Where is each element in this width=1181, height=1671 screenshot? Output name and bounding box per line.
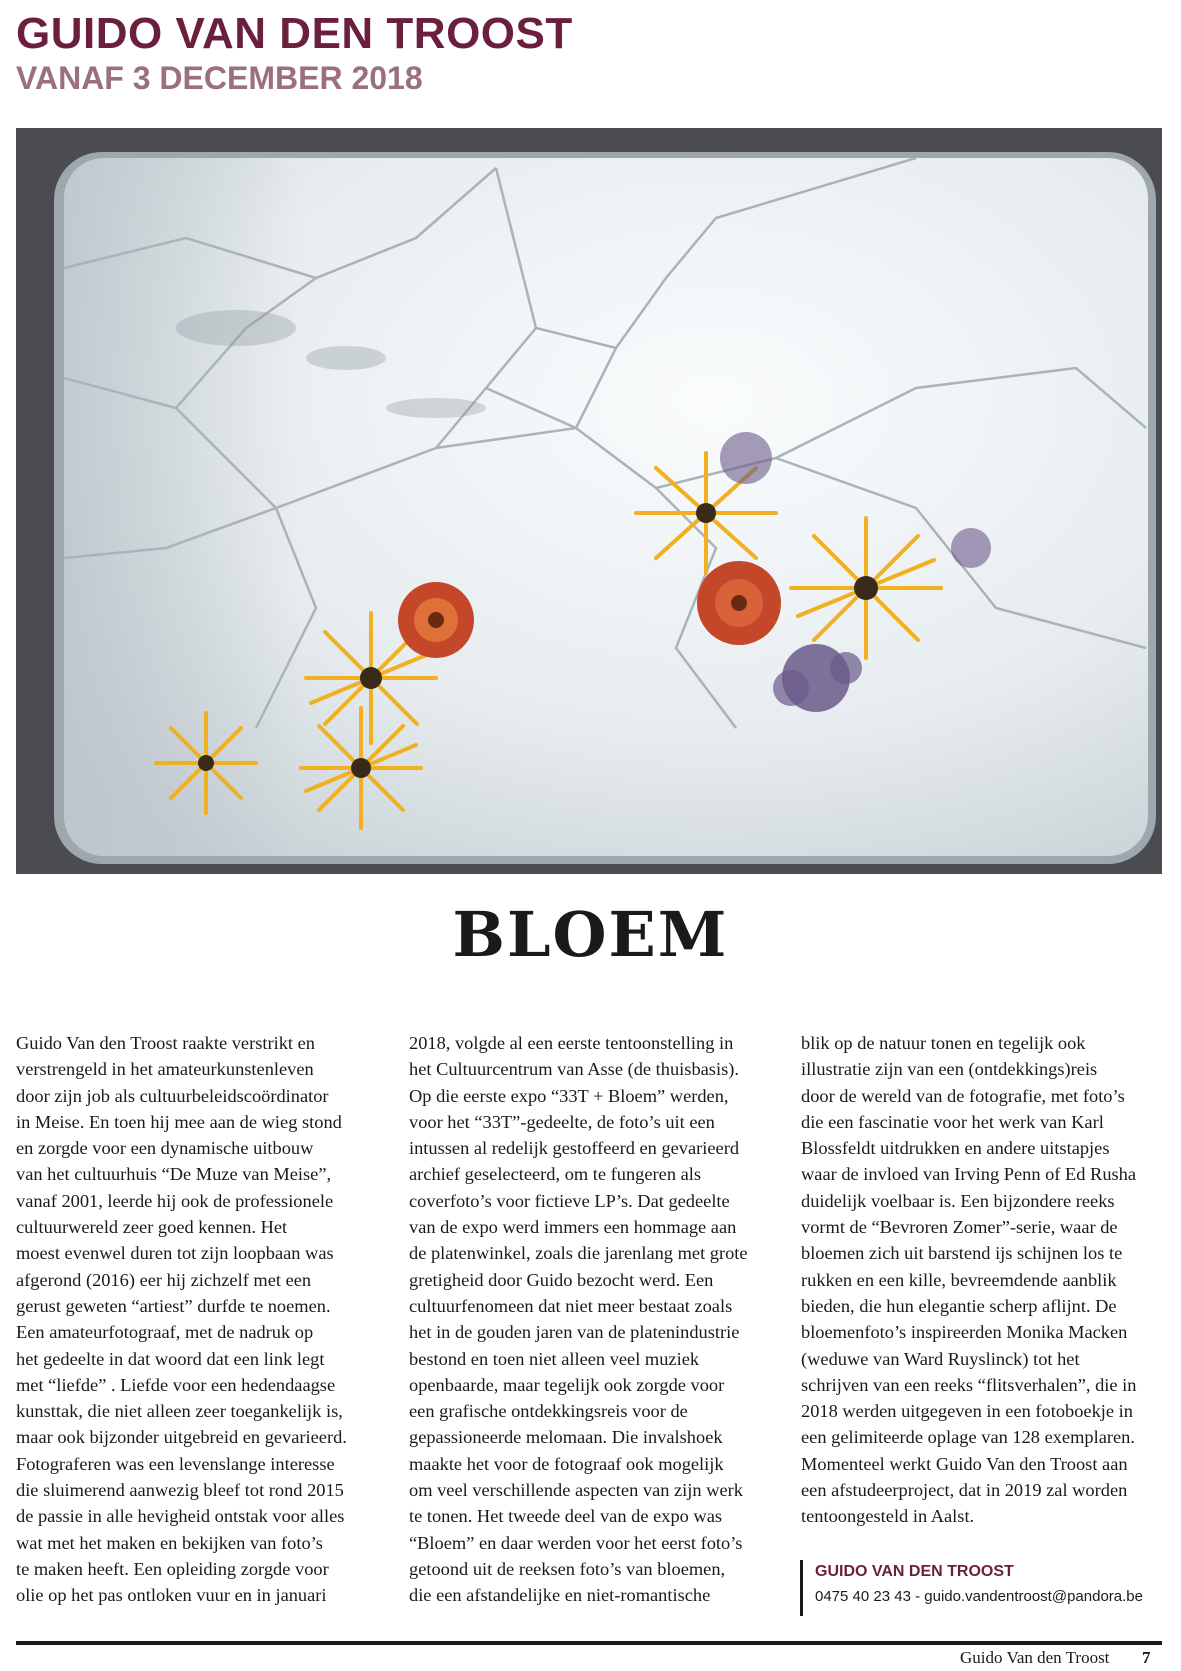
article-line: met “liefde” . Liefde voor een hedendaagse bbox=[16, 1374, 336, 1395]
article-line: wat met het maken en bekijken van foto’s bbox=[16, 1532, 323, 1553]
article-line: bloemen zich uit barstend ijs schijnen los te bbox=[801, 1243, 1123, 1264]
article-line: in Meise. En toen hij mee aan de wieg stond bbox=[16, 1111, 342, 1132]
article-column-2 bbox=[409, 1030, 763, 1609]
article-line: die een fascinatie voor het werk van Karl bbox=[801, 1111, 1104, 1132]
article-line: gepassioneerde melomaan. Die invalshoek bbox=[409, 1427, 723, 1448]
article-line: maakte het voor de fotograaf ook mogelijk bbox=[409, 1453, 724, 1474]
header-date: VANAF 3 DECEMBER 2018 bbox=[16, 60, 423, 96]
article-line: blik op de natuur tonen en tegelijk ook bbox=[801, 1033, 1086, 1053]
article-column-3 bbox=[801, 1030, 1155, 1530]
article-line: een grafische ontdekkingsreis voor de bbox=[409, 1401, 688, 1422]
article-line: Guido Van den Troost raakte verstrikt en bbox=[16, 1033, 315, 1053]
article-line: te maken heeft. Een opleiding zorgde voor bbox=[16, 1558, 329, 1579]
footer-divider bbox=[16, 1641, 1162, 1645]
article-line: afgerond (2016) eer hij zichzelf met een bbox=[16, 1269, 312, 1290]
article-title: BLOEM bbox=[452, 898, 729, 971]
article-line: kunsttak, die niet alleen zeer toegankelijk is, bbox=[16, 1401, 343, 1422]
article-line: gretigheid door Guido bezocht werd. Een bbox=[409, 1269, 714, 1290]
article-line: cultuurfenomeen dat niet meer bestaat zoals bbox=[409, 1295, 733, 1316]
article-line: de platenwinkel, zoals die jarenlang met grote bbox=[409, 1243, 748, 1264]
footer-author: Guido Van den Troost bbox=[960, 1648, 1110, 1667]
article-line: te tonen. Het tweede deel van de expo was bbox=[409, 1506, 723, 1527]
article-line: 2018, volgde al een eerste tentoonstelling in bbox=[409, 1033, 734, 1053]
article-line: openbaarde, maar tegelijk ook zorgde voor bbox=[409, 1374, 725, 1395]
article-line: van het cultuurhuis “De Muze van Meise”, bbox=[16, 1164, 332, 1185]
article-line: Fotograferen was een levenslange interesse bbox=[16, 1453, 335, 1474]
contact-block bbox=[800, 1560, 1143, 1616]
article-line: verstrengeld in het amateurkunstenleven bbox=[16, 1059, 314, 1080]
article-line: een gelimiteerde oplage van 128 exemplaren. bbox=[801, 1427, 1135, 1448]
article-line: coverfoto’s voor fictieve LP’s. Dat gedeelte bbox=[409, 1190, 730, 1211]
contact-info: 0475 40 23 43 - guido.vandentroost@pandora.be bbox=[815, 1588, 1143, 1605]
article-line: illustratie zijn van een (ontdekkings)reis bbox=[801, 1059, 1098, 1080]
article-line: gerust geweten “artiest” durfde te noemen. bbox=[16, 1295, 331, 1316]
article-line: het gedeelte in dat woord dat een link legt bbox=[16, 1348, 325, 1369]
article-line: bloemenfoto’s inspireerden Monika Macken bbox=[801, 1322, 1128, 1343]
page-number: 7 bbox=[1142, 1648, 1151, 1667]
article-line: voor het “33T”-gedeelte, de foto’s uit een bbox=[409, 1111, 715, 1132]
article-line: het Cultuurcentrum van Asse (de thuisbasis). bbox=[409, 1059, 739, 1080]
article-line: rukken en een kille, bevreemdende aanblik bbox=[801, 1269, 1117, 1290]
article-line: maar ook bijzonder uitgebreid en gevarieerd. bbox=[16, 1427, 347, 1448]
article-line: door de wereld van de fotografie, met foto’s bbox=[801, 1085, 1125, 1106]
article-line: het in de gouden jaren van de platenindustrie bbox=[409, 1322, 740, 1343]
article-line: olie op het pas ontloken vuur en in januari bbox=[16, 1585, 327, 1606]
article-line: schrijven van een reeks “flitsverhalen”, die in bbox=[801, 1374, 1137, 1395]
article-line: die een afstandelijke en niet-romantische bbox=[409, 1585, 711, 1606]
header-artist-name: GUIDO VAN DEN TROOST bbox=[16, 9, 573, 58]
article-line: een afstudeerproject, dat in 2019 zal worden bbox=[801, 1480, 1128, 1501]
article-line: moest evenwel duren tot zijn loopbaan was bbox=[16, 1243, 334, 1264]
article-line: tentoongesteld in Aalst. bbox=[801, 1506, 975, 1527]
article-line: waar de invloed van Irving Penn of Ed Rusha bbox=[801, 1164, 1137, 1185]
article-line: cultuurwereld zeer goed kennen. Het bbox=[16, 1217, 288, 1238]
article-line: Momenteel werkt Guido Van den Troost aan bbox=[801, 1453, 1128, 1474]
article-column-1 bbox=[16, 1030, 370, 1609]
article-line: van de expo werd immers een hommage aan bbox=[409, 1217, 737, 1238]
article-line: “Bloem” en daar werden voor het eerst foto’s bbox=[409, 1532, 743, 1553]
article-line: archief geselecteerd, om te fungeren als bbox=[409, 1164, 702, 1185]
article-line: bestond en toen niet alleen veel muziek bbox=[409, 1348, 700, 1369]
article-line: en zorgde voor een dynamische uitbouw bbox=[16, 1138, 314, 1159]
article-line: duidelijk voelbaar is. Een bijzondere reeks bbox=[801, 1190, 1115, 1211]
article-line: bieden, die hun elegantie scherp aflijnt. De bbox=[801, 1295, 1117, 1316]
article-line: Een amateurfotograaf, met de nadruk op bbox=[16, 1322, 314, 1343]
article-line: intussen al redelijk gestoffeerd en gevarieerd bbox=[409, 1138, 740, 1159]
article-line: om veel verschillende aspecten van zijn werk bbox=[409, 1480, 743, 1501]
article-line: 2018 werden uitgegeven in een fotoboekje in bbox=[801, 1401, 1133, 1422]
article-line: Blossfeldt uitdrukken en andere uitstapjes bbox=[801, 1138, 1110, 1159]
article-line: (weduwe van Ward Ruyslinck) tot het bbox=[801, 1348, 1080, 1369]
article-line: getoond uit de reeksen foto’s van bloemen, bbox=[409, 1558, 726, 1579]
article-line: Op die eerste expo “33T + Bloem” werden, bbox=[409, 1085, 729, 1106]
article-line: de passie in alle hevigheid ontstak voor alles bbox=[16, 1506, 345, 1527]
article-line: vanaf 2001, leerde hij ook de professionele bbox=[16, 1190, 334, 1211]
article-line: die sluimerend aanwezig bleef tot rond 2015 bbox=[16, 1480, 344, 1501]
frozen-flowers-photo bbox=[16, 128, 1162, 874]
contact-name: GUIDO VAN DEN TROOST bbox=[815, 1563, 1014, 1580]
article-line: door zijn job als cultuurbeleidscoördinator bbox=[16, 1085, 329, 1106]
article-line: vormt de “Bevroren Zomer”-serie, waar de bbox=[801, 1217, 1118, 1238]
